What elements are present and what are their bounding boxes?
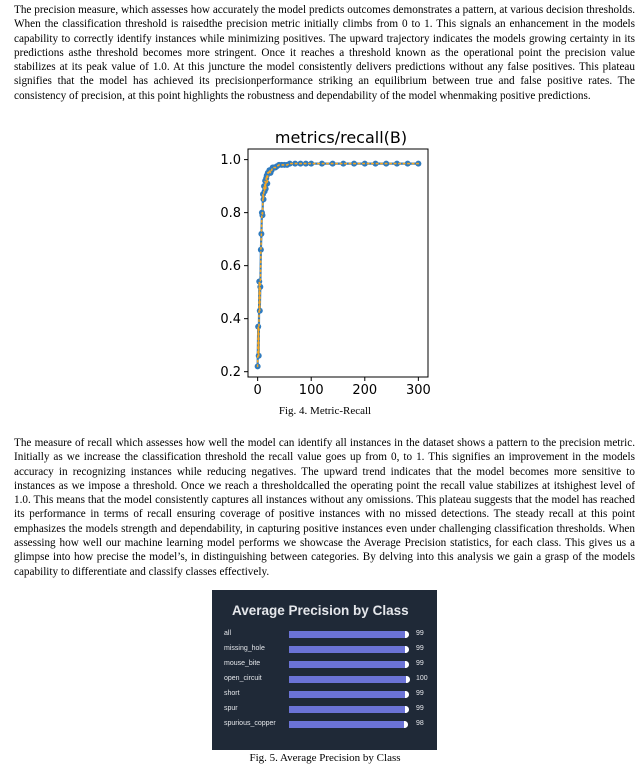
bar-fill xyxy=(289,646,409,653)
body-paragraph-precision: The precision measure, which assesses how accurately the model predicts outcomes demonstrates a pattern, at various decision thresholds. When the classification threshold is raisedthe precision metric initially climbs from 0 to 1. This signals an enhancement in the models capability to correctly identify instances while minimizing positives. The upward trajectory indicates the models growing certainty in its predictions asthe threshold becomes more stringent. Once it reaches a threshold known as the operational point the precision value stabilizes at its peak value of 1.0. At this juncture the model consistently delivers predictions without any false positives. This plateau signifies that the model has achieved its precisionperformance striking an equilibrium between true and false positive rates. The consistency of precision, at this point highlights the robustness and dependability of the model whenmaking positive predictions. xyxy=(14,4,635,102)
class-label: spur xyxy=(224,705,238,712)
y-tick-label: 0.6 xyxy=(220,259,241,275)
y-tick-label: 0.8 xyxy=(220,206,241,222)
bar-fill xyxy=(289,661,409,668)
class-bar-row xyxy=(212,688,437,700)
bar-value-label: 99 xyxy=(416,705,424,712)
chart-title: metrics/recall(B) xyxy=(274,128,408,147)
x-tick-label: 200 xyxy=(352,383,378,398)
plot-area xyxy=(220,149,430,398)
panel-title: Average Precision by Class xyxy=(232,603,409,618)
bar-end-cap xyxy=(405,661,409,668)
bar-end-cap xyxy=(406,676,410,683)
series-dots xyxy=(258,164,419,367)
class-label: spurious_copper xyxy=(224,720,276,727)
bar-end-cap xyxy=(405,646,409,653)
class-bar-row xyxy=(212,673,437,685)
bar-track xyxy=(289,691,410,698)
class-bar-row xyxy=(212,718,437,730)
figure-4-caption: Fig. 4. Metric-Recall xyxy=(278,405,372,417)
body-paragraph-recall: The measure of recall which assesses how well the model can identify all instances in the dataset shows a pattern to the precision metric. Initially as we increase the classification threshold the recall value goes up from 0, to 1. This signifies an improvement in the models accuracy in recognizing instances while reducing negatives. The upward trend indicates that the model becomes more sensitive to instances as we impose a threshold. Once we reach a thresholdcalled the operating point the recall value stabilizes at itshighest level of 1.0. This means that the model consistently captures all instances without any omissions. This plateau suggests that the model has reached its performance in terms of recall ensuring coverage of positive instances with no missed detections. The steady recall at this point emphasizes the models strength and dependability, in capturing positive instances even under challenging classification thresholds. When assessing how well our machine learning model performs we showcase the Average Precision statistics, for each class. This gives us a glimpse into how precise the model’s, in distinguishing between categories. By delving into this analysis we gain a grasp of the models capability to differentiate and classify classes effectively. xyxy=(14,437,635,578)
bar-value-label: 99 xyxy=(416,660,424,667)
bar-track xyxy=(289,661,410,668)
bar-fill xyxy=(289,706,409,713)
y-tick-label: 1.0 xyxy=(220,153,241,169)
bar-fill xyxy=(289,631,409,638)
bar-fill xyxy=(289,691,409,698)
class-label: missing_hole xyxy=(224,645,265,652)
plot-frame xyxy=(248,149,428,377)
bar-track xyxy=(289,721,410,728)
x-tick-label: 0 xyxy=(253,383,262,398)
class-label: short xyxy=(224,690,240,697)
bar-value-label: 99 xyxy=(416,690,424,697)
recall-line-chart xyxy=(206,124,442,409)
figure-5-caption: Fig. 5. Average Precision by Class xyxy=(249,752,401,764)
bar-end-cap xyxy=(405,706,409,713)
bar-value-label: 99 xyxy=(416,630,424,637)
class-bar-row xyxy=(212,658,437,670)
bar-track xyxy=(289,646,410,653)
bar-end-cap xyxy=(405,631,409,638)
class-bar-row xyxy=(212,628,437,640)
bar-end-cap xyxy=(404,721,408,728)
class-label: open_circuit xyxy=(224,675,262,682)
class-bar-row xyxy=(212,703,437,715)
bar-track xyxy=(289,676,410,683)
average-precision-panel xyxy=(212,590,437,750)
y-tick-label: 0.4 xyxy=(220,312,241,328)
series-line xyxy=(258,164,419,367)
bar-fill xyxy=(289,676,410,683)
bar-value-label: 99 xyxy=(416,645,424,652)
bar-value-label: 98 xyxy=(416,720,424,727)
x-tick-label: 300 xyxy=(405,383,431,398)
x-tick-label: 100 xyxy=(298,383,324,398)
y-tick-label: 0.2 xyxy=(220,365,241,381)
bar-track xyxy=(289,706,410,713)
class-label: all xyxy=(224,630,232,637)
class-bar-row xyxy=(212,643,437,655)
bar-value-label: 100 xyxy=(416,675,428,682)
bar-track xyxy=(289,631,410,638)
bar-fill xyxy=(289,721,408,728)
bar-end-cap xyxy=(405,691,409,698)
class-label: mouse_bite xyxy=(224,660,261,667)
